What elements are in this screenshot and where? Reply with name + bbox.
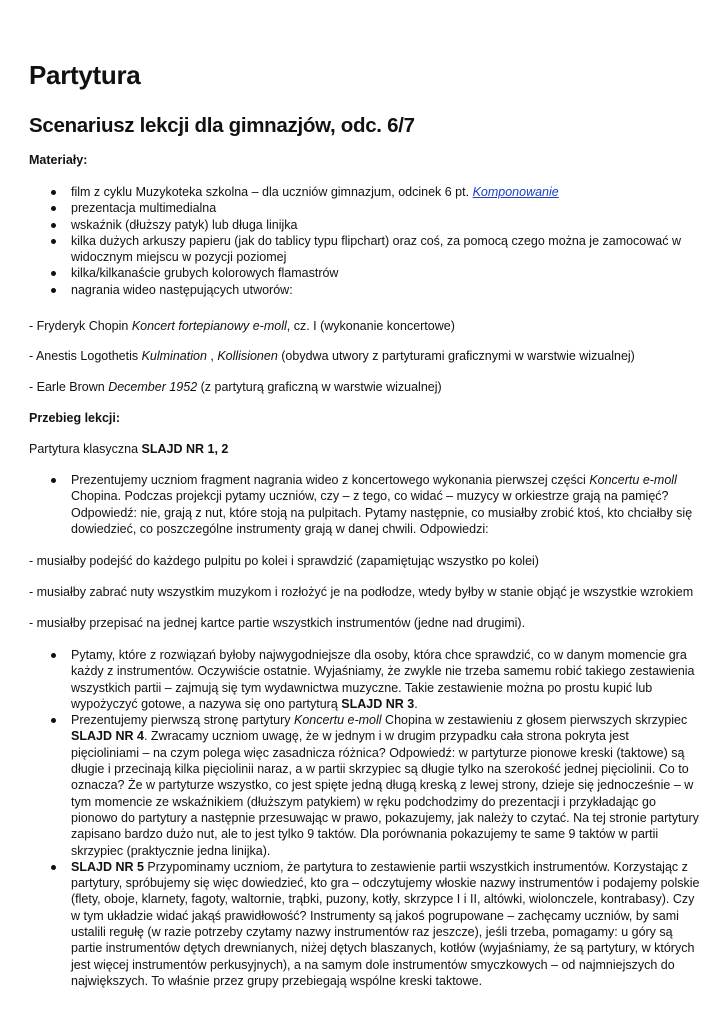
work-brown xyxy=(29,379,442,395)
work-title: Kollisionen xyxy=(217,349,278,363)
list-item: kilka dużych arkuszy papieru (jak do tablicy typu flipchart) oraz coś, za pomocą czego można je zamocować w widocznym miejscu w pozycji poziomej xyxy=(50,233,700,266)
work-logothetis xyxy=(29,348,635,364)
komponowanie-link[interactable]: Komponowanie xyxy=(472,185,559,199)
work-note: (obydwa utwory z partyturami graficznymi w warstwie wizualnej) xyxy=(277,349,635,363)
slide-ref: SLAJD NR 4 xyxy=(71,729,144,744)
para-text: . xyxy=(414,696,418,711)
materials-heading: Materiały: xyxy=(29,153,88,167)
list-item: kilka/kilkanaście grubych kolorowych flamastrów xyxy=(50,265,700,281)
work-composer: - Fryderyk Chopin xyxy=(29,319,132,333)
para-text: Prezentujemy uczniom fragment nagrania wideo z koncertowego wykonania pierwszej części xyxy=(71,473,590,487)
slide-ref: SLAJD NR 3 xyxy=(341,696,415,711)
work-title: Koncert fortepianowy e-moll xyxy=(131,319,287,333)
slide-ref: SLAJD NR 5 xyxy=(71,859,144,874)
answer-1: - musiałby podejść do każdego pulpitu po kolei i sprawdzić (zapamiętując wszystko po kolei) xyxy=(29,554,539,568)
work-note: (z partyturą graficzną w warstwie wizualnej) xyxy=(197,380,442,394)
list-item xyxy=(50,184,700,200)
work-chopin xyxy=(29,318,455,334)
section-classic-score xyxy=(29,441,228,457)
list-item: wskaźnik (dłuższy patyk) lub długa linijka xyxy=(50,217,700,233)
list-item xyxy=(50,472,700,537)
list-item: nagrania wideo następujących utworów: xyxy=(50,282,700,298)
work-note: , cz. I (wykonanie koncertowe) xyxy=(286,319,455,333)
work-separator: , xyxy=(206,349,218,363)
work-composer: - Earle Brown xyxy=(29,380,109,394)
list-item xyxy=(50,859,700,989)
para-text: Chopina w zestawieniu z głosem pierwszych skrzypiec xyxy=(381,713,688,728)
work-composer: - Anestis Logothetis xyxy=(29,349,142,363)
section-label: Partytura klasyczna xyxy=(29,442,142,456)
page-subtitle: Scenariusz lekcji dla gimnazjów, odc. 6/7 xyxy=(29,114,415,137)
work-title: Kulmination xyxy=(141,349,207,363)
film-text: film z cyklu Muzykoteka szkolna – dla uczniów gimnazjum, odcinek 6 pt. xyxy=(71,185,473,199)
lesson-heading: Przebieg lekcji: xyxy=(29,411,121,425)
work-title: Koncertu e-moll xyxy=(589,473,677,487)
list-item xyxy=(50,712,700,859)
para-text: . Zwracamy uczniom uwagę, że w jednym i w drugim przypadku cała strona pokryta jest pięcioliniami – na czym polega więc zasadnicza różnica? Odpowiedź: w partyturze pionowe kreski (taktowe) są długie i przecinają kilka pięciolinii naraz, a w partii skrzypiec są długie tylko na szerokość jednej pięciolinii. Co to oznacza? Że w partyturze wszystko, co jest spięte jedną długą kreską z lewej strony, dzieje się jednocześnie – w tym momencie ze wskaźnikiem (dłuższym patykiem) w ręku podchodzimy do prezentacji i przykładając go pionowo do partytury a następnie przesuwając w prawo, pokazujemy, jak należy to czytać. Na tej stronie partytury zapisano bardzo dużo nut, ale to jest tylko 9 taktów. Dla porównania pokazujemy te same 9 taktów w partii skrzypiec (praktycznie jedna linijka). xyxy=(71,729,699,858)
list-item xyxy=(50,647,700,712)
answer-2: - musiałby zabrać nuty wszystkim muzykom i rozłożyć je na podłodze, wtedy byłby w stanie objąć je wszystkie wzrokiem xyxy=(29,585,694,599)
lesson-list-2 xyxy=(50,647,700,989)
work-title: Koncertu e-moll xyxy=(294,713,382,728)
list-item: prezentacja multimedialna xyxy=(50,200,700,216)
para-text: Przypominamy uczniom, że partytura to zestawienie partii wszystkich instrumentów. Korzystając z partytury, spróbujemy się więc dowiedzieć, kto gra – odczytujemy włoskie nazwy instrumentów i podajemy polskie (flety, oboje, klarnety, fagoty, waltornie, trąbki, puzony, kotły, skrzypce I i II, altówki, wiolonczele, kontrabasy). Czy w tym układzie widać jakąś prawidłowość? Instrumenty są jakoś pogrupowane – zachęcamy uczniów, by sami ustalili regułę (w razie potrzeby czytamy nazwy instrumentów raz jeszcze), jeśli trzeba, pomagamy: u góry są partie instrumentów dętych drewnianych, niżej dętych blaszanych, kotłów (wyjaśniamy, że są partytury, w których jest więcej instrumentów perkusyjnych), a na samym dole instrumentów smyczkowych – od najmniejszych do największych. To właśnie przez grupy przebiegają wspólne kreski taktowe. xyxy=(71,859,700,988)
lesson-list-1 xyxy=(50,472,700,537)
para-text: Pytamy, które z rozwiązań byłoby najwygodniejsze dla osoby, która chce sprawdzić, co w danym momencie gra każdy z instrumentów. Oczywiście ostatnie. Wyjaśniamy, że zwykle nie trzeba samemu robić takiego zestawienia wszystkich partii – zajmują się tym wydawnictwa muzyczne. Takie zestawienie można po prostu kupić lub wypożyczyć gotowe, a nazywa się ono partyturą xyxy=(71,648,695,711)
work-title: December 1952 xyxy=(108,380,198,394)
para-text: Prezentujemy pierwszą stronę partytury xyxy=(71,713,295,728)
page-title: Partytura xyxy=(29,60,141,90)
answer-3: - musiałby przepisać na jednej kartce partie wszystkich instrumentów (jedne nad drugimi). xyxy=(29,616,526,630)
para-text: Chopina. Podczas projekcji pytamy uczniów, czy – z tego, co widać – muzycy w orkiestrze grają na pamięć? Odpowiedź: nie, grają z nut, które stoją na pulpitach. Pytamy następnie, co musiałby zrobić ktoś, kto chciałby się dowiedzieć, co poszczególne instrumenty grają w danej chwili. Odpowiedzi: xyxy=(71,489,693,536)
slide-ref: SLAJD NR 1, 2 xyxy=(141,442,229,456)
materials-list xyxy=(50,184,700,298)
